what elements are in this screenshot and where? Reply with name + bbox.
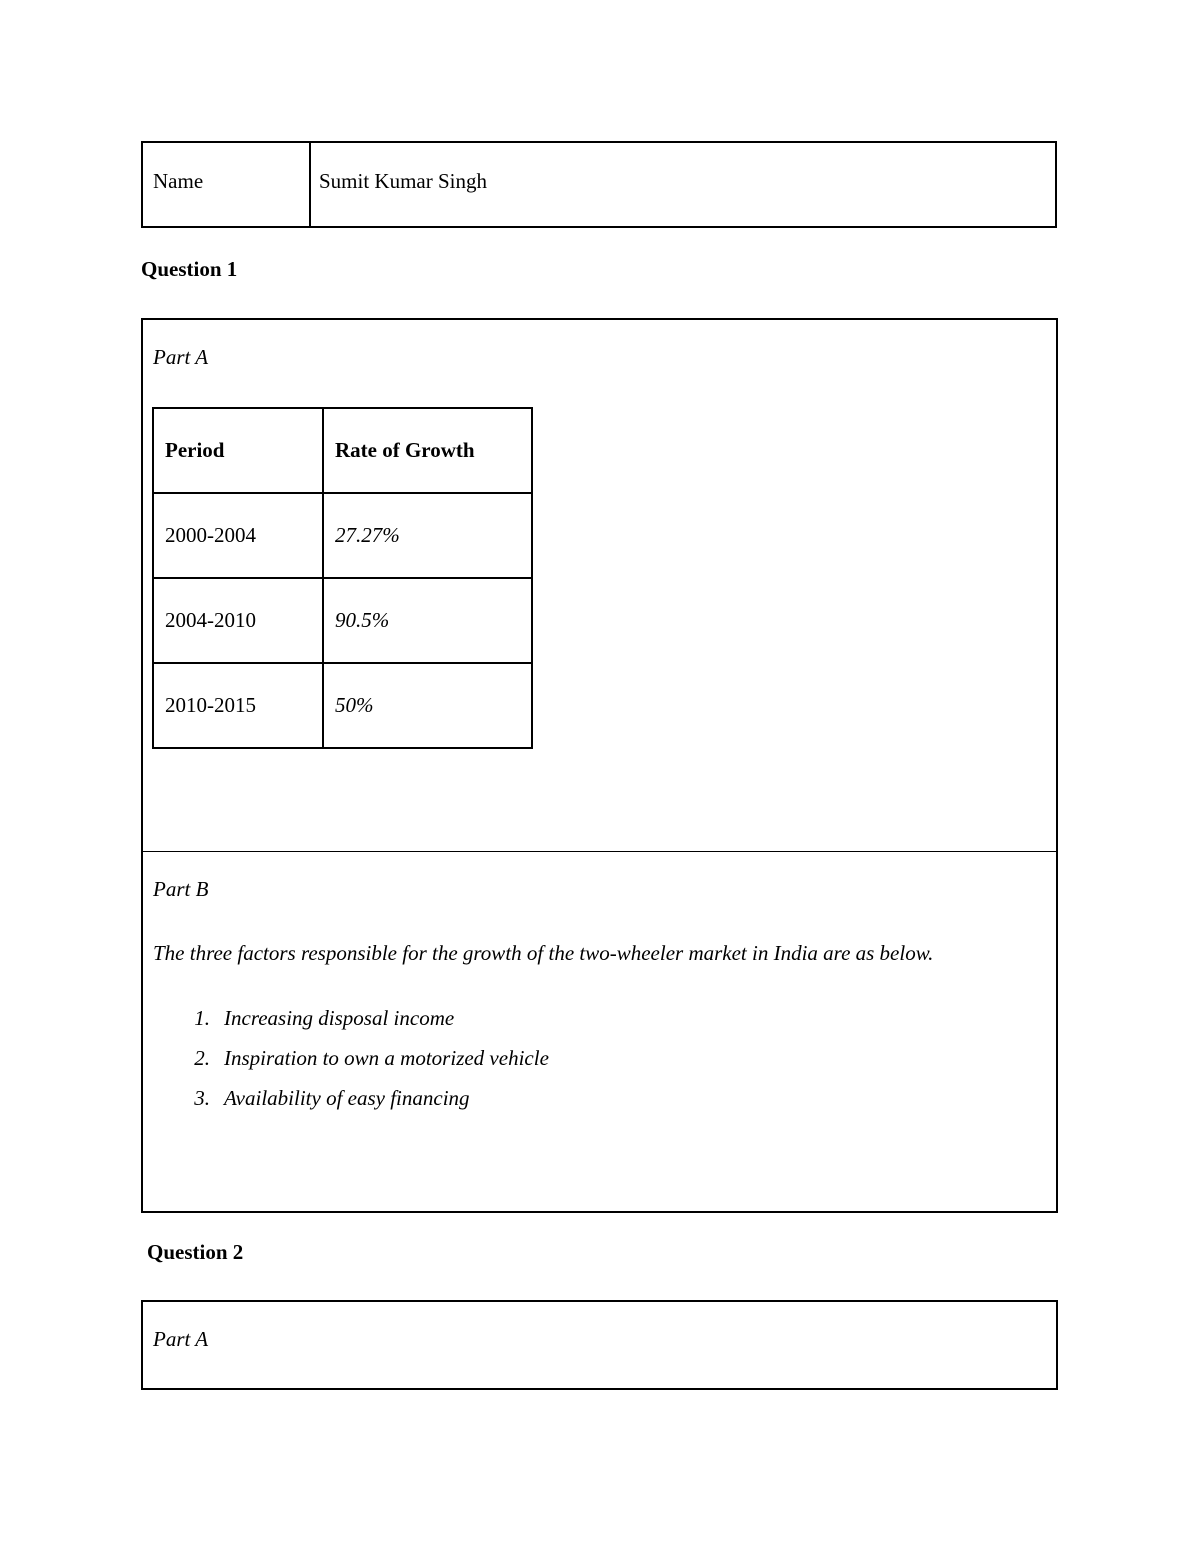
rate-cell: 90.5% <box>323 578 532 663</box>
growth-rate-table <box>152 407 533 749</box>
question-2-heading: Question 2 <box>147 1240 244 1264</box>
period-cell: 2000-2004 <box>153 493 323 578</box>
table-header-period: Period <box>153 408 323 493</box>
part-b-intro: The three factors responsible for the growth of the two-wheeler market in India are as below. <box>153 941 934 965</box>
factor-text: Availability of easy financing <box>224 1086 470 1110</box>
part-divider <box>143 851 1056 852</box>
period-cell: 2010-2015 <box>153 663 323 748</box>
q1-part-a-label: Part A <box>153 345 209 369</box>
table-row <box>153 493 532 578</box>
factor-number: 2. <box>194 1046 210 1070</box>
question-1-heading: Question 1 <box>141 257 238 281</box>
q1-part-b-label: Part B <box>153 877 209 901</box>
factor-text: Increasing disposal income <box>224 1006 455 1030</box>
factor-number: 3. <box>194 1086 210 1110</box>
factor-text: Inspiration to own a motorized vehicle <box>224 1046 549 1070</box>
table-header-row <box>153 408 532 493</box>
question-2-box <box>141 1300 1058 1390</box>
rate-cell: 50% <box>323 663 532 748</box>
table-row <box>153 578 532 663</box>
q2-part-a-label: Part A <box>153 1327 209 1351</box>
name-table-divider <box>309 143 311 226</box>
name-table <box>141 141 1057 228</box>
question-1-box <box>141 318 1058 1213</box>
name-value: Sumit Kumar Singh <box>319 169 488 193</box>
rate-cell: 27.27% <box>323 493 532 578</box>
factor-number: 1. <box>194 1006 210 1030</box>
table-header-rate: Rate of Growth <box>323 408 532 493</box>
table-row <box>153 663 532 748</box>
name-label: Name <box>153 169 204 193</box>
period-cell: 2004-2010 <box>153 578 323 663</box>
